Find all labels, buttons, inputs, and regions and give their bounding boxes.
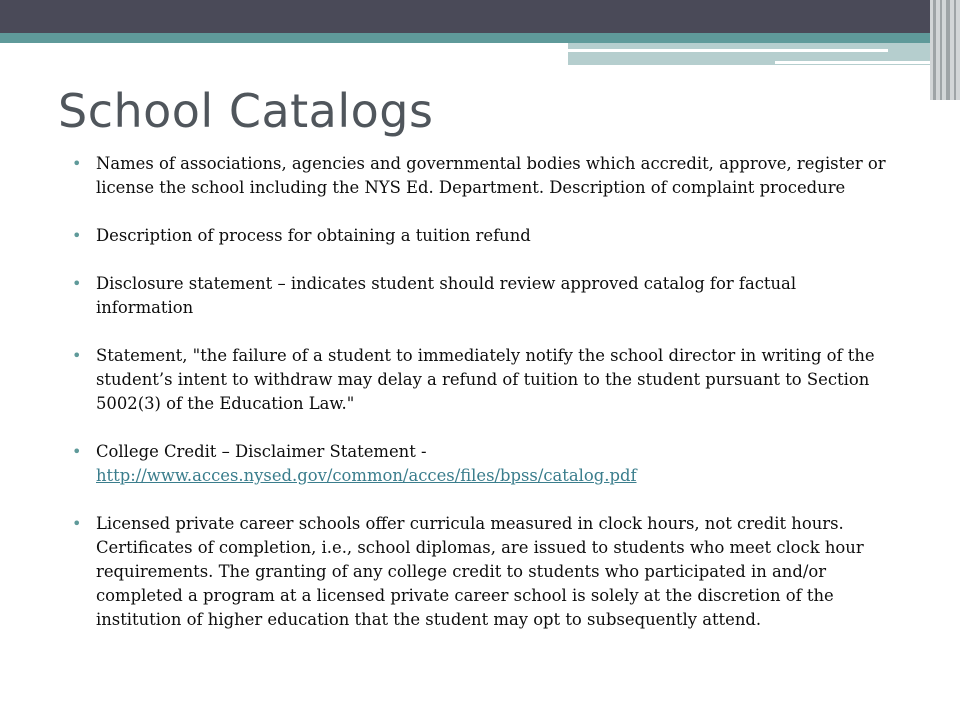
bullet-item-accreditation [72,152,898,200]
bullet-item-college-credit [72,440,898,488]
bullet-text: Names of associations, agencies and governmental bodies which accredit, approve, register or license the school including the NYS Ed. Department. Description of complaint procedure [96,154,886,197]
bullet-list [72,152,898,656]
bullet-text: Description of process for obtaining a tuition refund [96,226,531,245]
bullet-text: Disclosure statement – indicates student should review approved catalog for factual information [96,274,797,317]
header-side-line [954,0,956,100]
header-banner-teal [0,33,930,43]
bullet-item-disclosure [72,272,898,320]
bullet-text: College Credit – Disclaimer Statement - [96,442,427,461]
header-side-line [933,0,936,100]
header-rule-lower [775,61,930,64]
bullet-text: Licensed private career schools offer curricula measured in clock hours, not credit hours. Certificates of completion, i.e., school diplomas, are issued to students who meet clock hour requirements. The granting of any college credit to students who participated in and/or completed a program at a licensed private career school is solely at the discretion of the institution of higher education that the student may opt to subsequently attend. [96,514,864,629]
header-rule-upper [568,49,888,52]
header-side-line [946,0,950,100]
header-side-line [940,0,942,100]
slide-title: School Catalogs [58,84,434,138]
bullet-item-tuition-refund [72,224,898,248]
bullet-item-withdrawal-statement [72,344,898,416]
bullet-item-licensed-schools [72,512,898,632]
catalog-pdf-link[interactable]: http://www.acces.nysed.gov/common/acces/files/bpss/catalog.pdf [96,466,637,485]
bullet-text: Statement, "the failure of a student to immediately notify the school director in writing of the student’s intent to withdraw may delay a refund of tuition to the student pursuant to Section 5002(3) of the Education Law." [96,346,875,413]
header-banner-dark [0,0,930,33]
